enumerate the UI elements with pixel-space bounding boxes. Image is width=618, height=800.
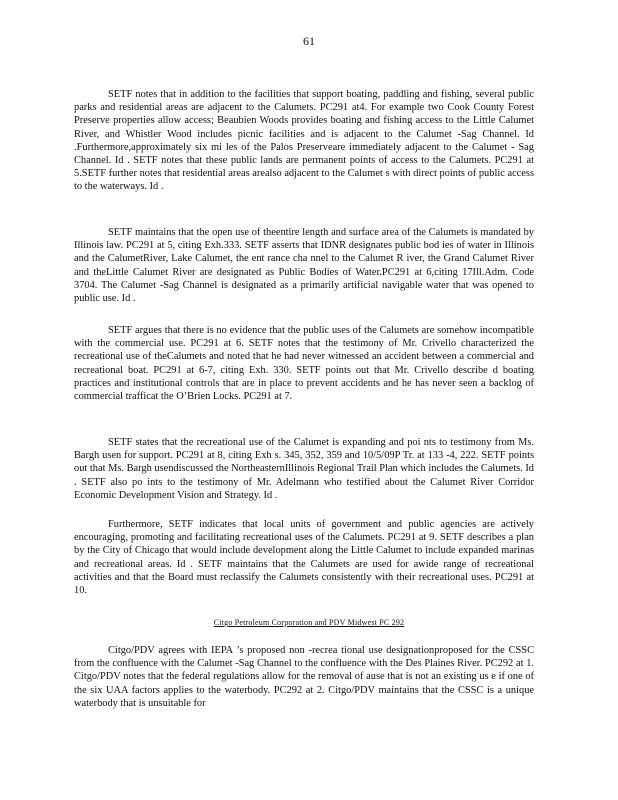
paragraph-text: SETF argues that there is no evidence that the public uses of the Calumets are somehow incompatible with the commercial use. PC291 at 6. SETF notes that the testimony of Mr. Crivello characterized the recreational use of theCalumets and noted that he had never witnessed an accident between a commercial and recreational boat. PC291 at 6-7, citing Exh. 330. SETF points out that Mr. Crivello describe d boating practices and institutional controls that are in place to prevent accidents and he has never seen a backlog of commercial trafficat the O’Brien Locks. PC291 at 7. bbox=[74, 325, 534, 403]
paragraph-boating-parks bbox=[74, 88, 534, 194]
section-heading: Citgo Petroleum Corporation and PDV Midwest PC 292 bbox=[213, 618, 405, 627]
paragraph-illinois-law bbox=[74, 226, 534, 305]
page-number: 61 bbox=[303, 34, 315, 48]
paragraph-text: SETF notes that in addition to the facilities that support boating, paddling and fishing, several public parks and residential areas are adjacent to the Calumets. PC291 at4. For example two Cook County Forest Preserve properties allow access; Beaubien Woods provides boating and fishing access to the Little Calumet River, and Whistler Wood includes picnic facilities and is adjacent to the Calumet -Sag Channel. Id .Furthermore,approximately six mi les of the Palos Preserveare immediately adjacent to the Calumet - Sag Channel. Id . SETF notes that these public lands are permanent points of access to the Calumets. PC291 at 5.SETF further notes that residential areas arealso adjacent to the Calumet s with direct points of public access to the waterways. Id . bbox=[74, 89, 534, 193]
paragraph-text: SETF maintains that the open use of theentire length and surface area of the Calumets is mandated by Illinois law. PC291 at 5, citing Exh.333. SETF asserts that IDNR designates public bod ies of water in Illinois and the CalumetRiver, Lake Calumet, the ent rance cha nnel to the Calumet R iver, the Grand Calumet River and theLittle Calumet River are designated as Public Bodies of Water.PC291 at 6,citing 17Ill.Adm. Code 3704. The Calumet -Sag Channel is designated as a primarily artificial navigable water that was opened to public use. Id . bbox=[74, 227, 534, 305]
paragraph-text: SETF states that the recreational use of the Calumet is expanding and poi nts to testimony from Ms. Bargh usen for support. PC291 at 8, citing Exh s. 345, 352, 359 and 10/5/09P Tr. at 133 -4, 222. SETF points out that Ms. Bargh usendiscussed the NortheasternIllinois Regional Trail Plan which includes the Calumets. Id . SETF also po ints to the testimony of Mr. Adelmann who testified about the Calumet River Corridor Economic Development Vision and Strategy. Id . bbox=[74, 437, 534, 501]
paragraph-text: Furthermore, SETF indicates that local units of government and public agencies are actively encouraging, promoting and facilitating recreational uses of the Calumets. PC291 at 9. SETF describes a plan by the City of Chicago that would include development along the Little Calumet to include expanded marinas and recreational areas. Id . SETF maintains that the Calumets are used for awide range of recreational activities and that the Board must reclassify the Calumets consistently with their recreational uses. PC291 at 10. bbox=[74, 519, 534, 597]
paragraph-text: Citgo/PDV agrees with IEPA ’s proposed non -recrea tional use designationproposed for the CSSC from the confluence with the Calumet -Sag Channel to the confluence with the Des Plaines River. PC292 at 1. Citgo/PDV notes that the federal regulations allow for the removal of ause that is not an existing us e if one of the six UAA factors applies to the waterbody. PC292 at 2. Citgo/PDV maintains that the CSSC is a unique waterbody that is unsuitable for bbox=[74, 645, 534, 709]
paragraph-incompatible-use bbox=[74, 324, 534, 403]
paragraph-recreational-expansion bbox=[74, 436, 534, 502]
paragraph-local-government bbox=[74, 518, 534, 597]
paragraph-citgo-pdv bbox=[74, 644, 534, 710]
